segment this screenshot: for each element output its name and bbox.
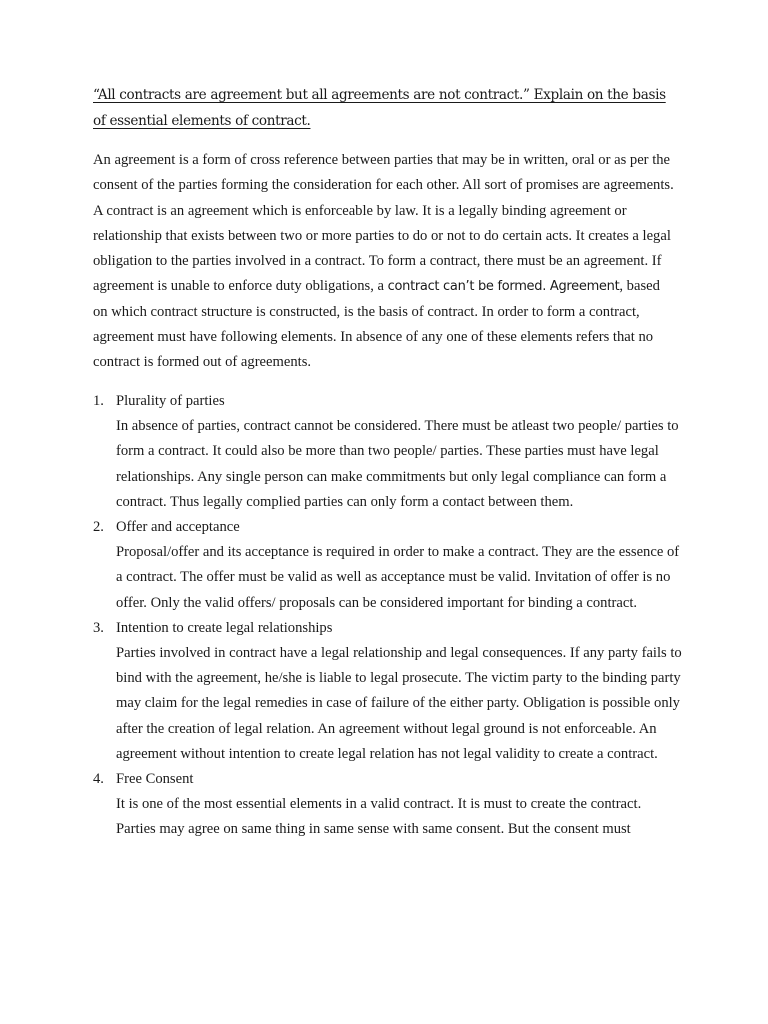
list-item — [93, 515, 683, 616]
intro-paragraph — [93, 148, 675, 376]
essay-question-title: “All contracts are agreement but all agreements are not contract.” Explain on the basis of essential elements of contract. — [93, 87, 666, 129]
list-item — [93, 616, 683, 767]
list-item-title: Free Consent — [116, 771, 194, 788]
list-item-title: Plurality of parties — [116, 393, 225, 409]
intro-text-part-1: An agreement is a form of cross reference between parties that may be in written, oral or as per the consent of the parties forming the consideration for each other. All sort of promises are agreements. A contract is an agreement which is enforceable by law. It is a legally binding agreement or relationship that exists between two or more parties to do or not to do certain acts. It creates a legal obligation to the parties involved in a contract. To form a contract, there must be an agreement. If agreement is unable to enforce duty obligations, a — [93, 152, 674, 295]
list-item-title: Intention to create legal relationships — [116, 619, 333, 636]
list-item-number: 1. — [93, 393, 104, 409]
intro-text-part-3: , based on which contract structure is constructed, is the basis of contract. In order to form a contract, agreement must have following elements. In absence of any one of these elements refers that no contract is formed out of agreements. — [93, 278, 660, 371]
list-item-number: 4. — [93, 771, 104, 788]
list-item — [93, 389, 683, 515]
list-item-body: Parties involved in contract have a legal relationship and legal consequences. If any party fails to bind with the agreement, he/she is liable to legal prosecute. The victim party to the binding party may claim for the legal remedies in case of failure of the either party. Obligation is possible only after the creation of legal relation. An agreement without legal ground is not enforceable. An agreement without intention to create legal relation has not legal validity to create a contract. — [116, 645, 682, 762]
list-item-title: Offer and acceptance — [116, 519, 240, 536]
intro-text-part-2: contract can’t be formed. Agreement — [387, 279, 620, 295]
list-item-body: In absence of parties, contract cannot be considered. There must be atleast two people/ parties to form a contract. It could also be more than two people/ parties. These parties must have legal relationships. Any single person can make commitments but only legal compliance can form a contract. Thus legally complied parties can only form a contact between them. — [116, 418, 679, 510]
list-item-number: 2. — [93, 519, 104, 536]
essential-elements-list — [93, 389, 683, 843]
list-item — [93, 767, 683, 843]
list-item-body: Proposal/offer and its acceptance is required in order to make a contract. They are the essence of a contract. The offer must be valid as well as acceptance must be valid. Invitation of offer is no offer. Only the valid offers/ proposals can be considered important for binding a contract. — [116, 544, 680, 611]
list-item-body: It is one of the most essential elements in a valid contract. It is must to create the contract. Parties may agree on same thing in same sense with same consent. But the consent must — [116, 796, 642, 838]
list-item-number: 3. — [93, 619, 104, 636]
